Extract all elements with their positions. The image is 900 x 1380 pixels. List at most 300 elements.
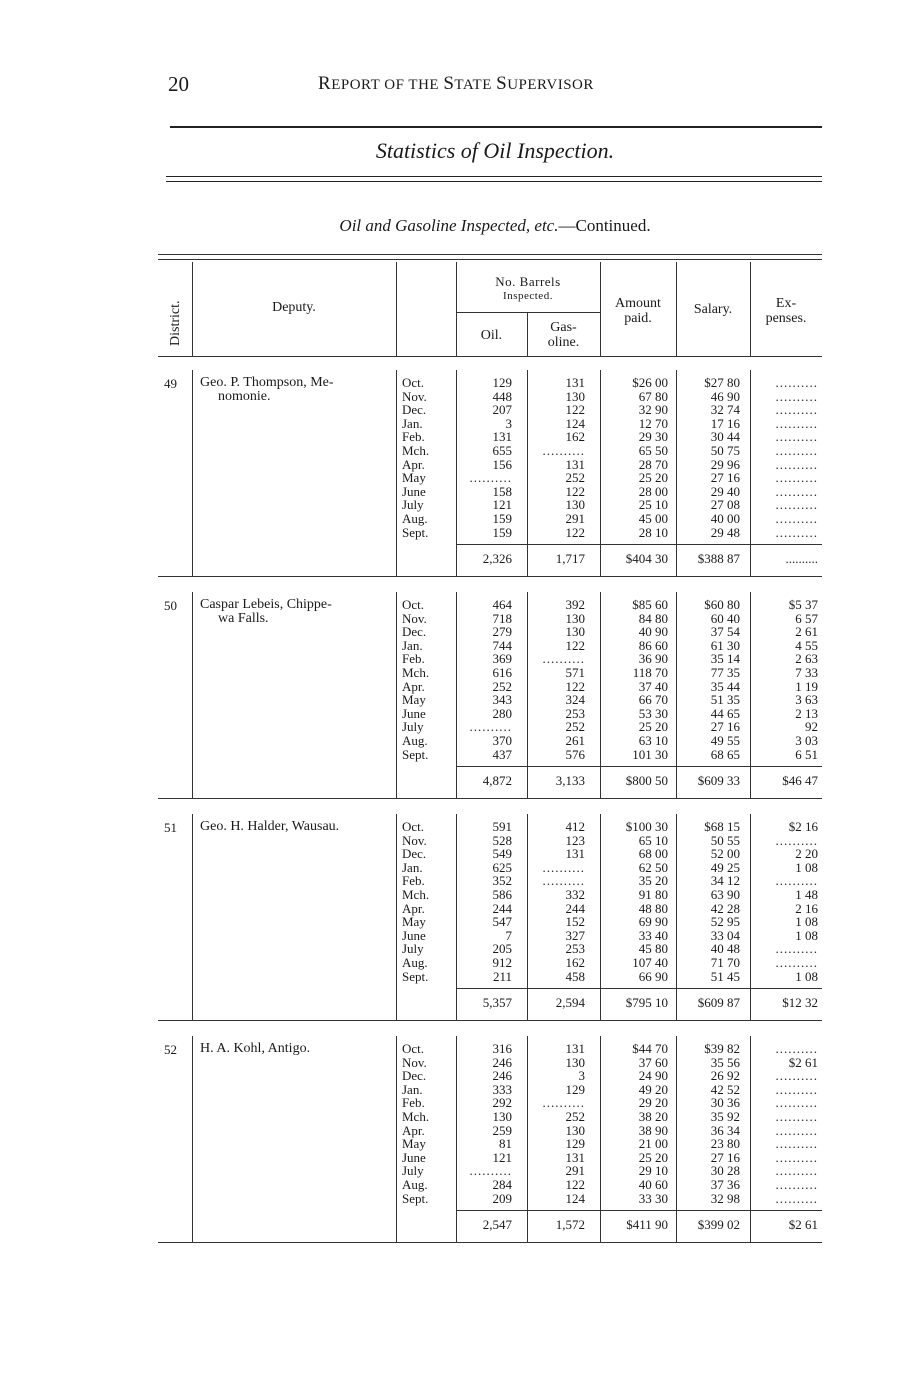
table-cell: 124: [565, 415, 585, 431]
table-cell: 122: [565, 1176, 585, 1192]
table-cell: Dec.: [402, 624, 427, 640]
table-cell: 37 54: [710, 624, 740, 640]
header-district: District.: [168, 300, 183, 346]
table-cell: 30 44: [710, 429, 740, 445]
table-cell: ..........: [542, 859, 585, 875]
total-gasoline: 1,717: [555, 551, 585, 567]
table-cell: 38 20: [638, 1108, 668, 1124]
table-cell: Apr.: [402, 900, 425, 916]
table-cell: 36 34: [710, 1122, 740, 1138]
table-cell: $26 00: [632, 375, 668, 390]
table-cell: 49 20: [638, 1081, 668, 1097]
expenses-column: [752, 820, 818, 983]
table-cell: Nov.: [402, 388, 427, 404]
table-cell: 62 50: [638, 859, 668, 875]
subtitle-plain: —Continued.: [558, 216, 651, 235]
table-cell: 1 08: [795, 859, 818, 875]
table-cell: 101 30: [632, 746, 668, 762]
table-cell: 292: [492, 1095, 512, 1111]
table-cell: 2 16: [795, 900, 818, 916]
district-number: 52: [164, 1042, 177, 1057]
header-rule-bottom: [158, 356, 822, 357]
header-barrels: [456, 274, 600, 304]
amount-column: [602, 598, 668, 761]
table-cell: June: [402, 927, 426, 943]
table-cell: 207: [492, 402, 512, 418]
table-cell: 625: [492, 859, 512, 875]
deputy-name-line1: Geo. H. Halder, Wausau.: [200, 819, 340, 834]
table-cell: 122: [565, 524, 585, 540]
table-cell: ..........: [775, 873, 818, 889]
deputy-name: [200, 376, 392, 404]
total-expenses: $46 47: [782, 773, 818, 789]
table-cell: May: [402, 692, 426, 708]
table-cell: 24 90: [638, 1068, 668, 1084]
salary-column: [678, 1042, 740, 1205]
table-cell: July: [402, 719, 424, 735]
total-amount: $411 90: [626, 1217, 668, 1233]
header-deputy: Deputy.: [272, 300, 316, 315]
table-cell: 252: [565, 719, 585, 735]
table-cell: 53 30: [638, 705, 668, 721]
table-cell: $100 30: [625, 819, 668, 834]
table-cell: 352: [492, 873, 512, 889]
table-cell: 448: [492, 388, 512, 404]
table-cell: Aug.: [402, 732, 428, 748]
double-rule-top: [166, 176, 822, 177]
table-cell: 156: [492, 456, 512, 472]
table-cell: 37 36: [710, 1176, 740, 1192]
table-cell: Mch.: [402, 442, 430, 458]
table-cell: 131: [492, 429, 512, 445]
header-amount-line1: Amount: [615, 296, 661, 311]
salary-column: [678, 376, 740, 539]
table-cell: 69 90: [638, 914, 668, 930]
header-amount-line2: paid.: [624, 311, 652, 326]
table-cell: 29 48: [710, 524, 740, 540]
table-cell: 124: [565, 1190, 585, 1206]
table-cell: 4 55: [795, 637, 818, 653]
table-cell: 129: [565, 1081, 585, 1097]
table-cell: 2 63: [795, 651, 818, 667]
table-cell: 30 28: [710, 1163, 740, 1179]
table-cell: 50 75: [710, 442, 740, 458]
month-column: [402, 1042, 452, 1205]
month-column: [402, 598, 452, 761]
table-cell: 3: [578, 1068, 585, 1084]
table-cell: 261: [565, 732, 585, 748]
total-gasoline: 1,572: [555, 1217, 585, 1233]
table-cell: Jan.: [402, 859, 423, 875]
table-cell: Sept.: [402, 746, 429, 762]
district-number: 50: [164, 598, 177, 613]
table-cell: ..........: [775, 1136, 818, 1152]
district-number: 49: [164, 376, 177, 391]
table-cell: 343: [492, 692, 512, 708]
table-cell: 392: [565, 597, 585, 612]
table-cell: ..........: [775, 1068, 818, 1084]
table-cell: 1 08: [795, 914, 818, 930]
table-cell: 259: [492, 1122, 512, 1138]
header-expenses-line1: Ex-: [775, 296, 797, 311]
table-cell: ..........: [775, 470, 818, 486]
table-cell: 162: [565, 429, 585, 445]
table-cell: 122: [565, 637, 585, 653]
total-amount: $404 30: [625, 551, 668, 567]
table-cell: 586: [492, 886, 512, 902]
table-cell: 547: [492, 914, 512, 930]
table-cell: 1 19: [795, 678, 818, 694]
total-expenses: $2 61: [788, 1217, 818, 1233]
table-cell: 40 60: [638, 1176, 668, 1192]
table-cell: 23 80: [710, 1136, 740, 1152]
table-cell: 3: [505, 415, 512, 431]
table-cell: 32 90: [638, 402, 668, 418]
table-cell: 118 70: [632, 664, 668, 680]
table-cell: 34 12: [710, 873, 740, 889]
table-cell: ..........: [775, 1149, 818, 1165]
oil-column: [458, 598, 512, 761]
table-cell: ..........: [775, 497, 818, 513]
table-cell: 333: [492, 1081, 512, 1097]
table-cell: 130: [492, 1108, 512, 1124]
table-cell: July: [402, 941, 424, 957]
table-cell: 549: [492, 846, 512, 862]
table-cell: 28 10: [638, 524, 668, 540]
table-cell: 26 92: [710, 1068, 740, 1084]
table-cell: ..........: [542, 1095, 585, 1111]
table-cell: 437: [492, 746, 512, 762]
table-cell: 205: [492, 941, 512, 957]
table-cell: 571: [565, 664, 585, 680]
table-cell: 71 70: [710, 954, 740, 970]
table-cell: 576: [565, 746, 585, 762]
running-head-s: S: [443, 73, 455, 94]
table-cell: ..........: [542, 873, 585, 889]
table-cell: 65 50: [638, 442, 668, 458]
table-cell: 29 30: [638, 429, 668, 445]
table-cell: 29 96: [710, 456, 740, 472]
table-cell: 66 90: [638, 968, 668, 984]
table-cell: 252: [565, 1108, 585, 1124]
table-cell: ..........: [469, 470, 512, 486]
table-cell: 33 40: [638, 927, 668, 943]
column-rule: [396, 1036, 397, 1242]
table-cell: 40 48: [710, 941, 740, 957]
subtitle: [0, 216, 900, 236]
table-cell: 2 13: [795, 705, 818, 721]
table-cell: 51 45: [710, 968, 740, 984]
table-cell: June: [402, 1149, 426, 1165]
table-cell: Jan.: [402, 637, 423, 653]
table-cell: ..........: [775, 1041, 818, 1056]
table-cell: 32 98: [710, 1190, 740, 1206]
table-cell: 35 44: [710, 678, 740, 694]
table-cell: Mch.: [402, 664, 430, 680]
total-amount: $795 10: [625, 995, 668, 1011]
table-cell: ..........: [542, 651, 585, 667]
table-cell: 152: [565, 914, 585, 930]
header-expenses-line2: penses.: [765, 311, 807, 326]
table-cell: $68 15: [704, 819, 740, 834]
running-head-r: R: [318, 73, 332, 94]
group-bottom-rule: [158, 1242, 822, 1243]
table-cell: 246: [492, 1054, 512, 1070]
table-cell: 28 70: [638, 456, 668, 472]
table-cell: Sept.: [402, 968, 429, 984]
table-cell: 27 16: [710, 719, 740, 735]
table-cell: 65 10: [638, 832, 668, 848]
running-head-eport: EPORT OF THE: [331, 77, 444, 93]
double-rule-bottom: [166, 181, 822, 182]
amount-column: [602, 1042, 668, 1205]
table-cell: 3 63: [795, 692, 818, 708]
table-cell: 68 65: [710, 746, 740, 762]
table-cell: 42 52: [710, 1081, 740, 1097]
header-gasoline-line1: Gas-: [550, 320, 577, 335]
header-gasoline: [527, 320, 600, 350]
table-cell: ..........: [775, 442, 818, 458]
table-cell: Jan.: [402, 415, 423, 431]
table-cell: Mch.: [402, 886, 430, 902]
header-rule-barrels: [456, 312, 600, 313]
deputy-name-line2: nomonie.: [218, 389, 271, 404]
table-cell: 91 80: [638, 886, 668, 902]
table-cell: 131: [565, 375, 585, 390]
expenses-column: [752, 376, 818, 539]
table-cell: Aug.: [402, 510, 428, 526]
table-cell: $44 70: [632, 1041, 668, 1056]
header-expenses: [750, 296, 822, 326]
table-cell: 35 20: [638, 873, 668, 889]
table-cell: 25 10: [638, 497, 668, 513]
table-cell: ..........: [775, 832, 818, 848]
column-rule: [192, 1036, 193, 1242]
district-group: [158, 814, 822, 1022]
amount-column: [602, 376, 668, 539]
running-head-tate: TATE: [454, 77, 497, 93]
table-cell: 591: [492, 819, 512, 834]
total-gasoline: 2,594: [555, 995, 585, 1011]
table-cell: 458: [565, 968, 585, 984]
table-cell: 121: [492, 1149, 512, 1165]
table-cell: $27 80: [704, 375, 740, 390]
table-cell: 252: [565, 470, 585, 486]
deputy-name-line1: H. A. Kohl, Antigo.: [200, 1041, 311, 1056]
table-cell: 1 08: [795, 927, 818, 943]
table-cell: 332: [565, 886, 585, 902]
amount-column: [602, 820, 668, 983]
district-group: [158, 592, 822, 800]
column-rule: [396, 592, 397, 798]
table-cell: 33 30: [638, 1190, 668, 1206]
table-cell: 35 56: [710, 1054, 740, 1070]
deputy-name: [200, 820, 392, 834]
table-cell: July: [402, 1163, 424, 1179]
table-cell: ..........: [775, 375, 818, 390]
table-cell: 122: [565, 402, 585, 418]
page-number: 20: [168, 72, 189, 96]
header-rule-top-2: [158, 259, 822, 260]
subtitle-italic: Oil and Gasoline Inspected, etc.: [339, 216, 559, 235]
gasoline-column: [529, 1042, 585, 1205]
totals-rule: [456, 988, 822, 989]
salary-column: [678, 820, 740, 983]
oil-column: [458, 820, 512, 983]
table-cell: 1 48: [795, 886, 818, 902]
table-cell: 279: [492, 624, 512, 640]
table-cell: 25 20: [638, 470, 668, 486]
table-cell: ..........: [775, 1081, 818, 1097]
table-cell: 60 40: [710, 610, 740, 626]
deputy-name: [200, 1042, 392, 1056]
table-cell: Jan.: [402, 1081, 423, 1097]
table-cell: 2 61: [795, 624, 818, 640]
table-cell: 253: [565, 705, 585, 721]
table-cell: 107 40: [632, 954, 668, 970]
column-rule: [396, 370, 397, 576]
table-cell: Feb.: [402, 1095, 425, 1111]
top-rule: [170, 126, 822, 128]
total-salary: $609 87: [697, 995, 740, 1011]
table-cell: Feb.: [402, 873, 425, 889]
gasoline-column: [529, 598, 585, 761]
table-cell: 130: [565, 388, 585, 404]
table-cell: 130: [565, 497, 585, 513]
table-cell: June: [402, 705, 426, 721]
table-cell: $2 61: [788, 1054, 818, 1070]
table-cell: 28 00: [638, 483, 668, 499]
table-cell: ..........: [469, 719, 512, 735]
table-cell: 12 70: [638, 415, 668, 431]
total-salary: $399 02: [697, 1217, 740, 1233]
table-cell: 130: [565, 610, 585, 626]
column-rule: [192, 370, 193, 576]
table-cell: 246: [492, 1068, 512, 1084]
table-cell: ..........: [775, 1122, 818, 1138]
total-expenses: $12 32: [782, 995, 818, 1011]
total-expenses: ..........: [785, 551, 818, 567]
table-cell: May: [402, 914, 426, 930]
column-rule: [192, 592, 193, 798]
header-vline-2: [396, 262, 397, 356]
table-cell: 68 00: [638, 846, 668, 862]
table-cell: 291: [565, 510, 585, 526]
table-cell: 244: [565, 900, 585, 916]
header-barrels-line2: Inspected.: [503, 290, 553, 302]
table-cell: 280: [492, 705, 512, 721]
table-cell: 6 57: [795, 610, 818, 626]
table-cell: Sept.: [402, 524, 429, 540]
expenses-column: [752, 598, 818, 761]
header-amount: [600, 296, 676, 326]
table-cell: 29 20: [638, 1095, 668, 1111]
table-cell: 61 30: [710, 637, 740, 653]
table-cell: Oct.: [402, 1041, 425, 1056]
table-cell: 6 51: [795, 746, 818, 762]
table-cell: 51 35: [710, 692, 740, 708]
table-cell: 316: [492, 1041, 512, 1056]
table-cell: 27 16: [710, 470, 740, 486]
table-cell: 37 40: [638, 678, 668, 694]
totals-rule: [456, 1210, 822, 1211]
totals-rule: [456, 544, 822, 545]
deputy-name: [200, 598, 392, 626]
running-head-sup-s: S: [496, 73, 508, 94]
running-head-upervisor: UPERVISOR: [507, 77, 594, 93]
table-cell: Aug.: [402, 1176, 428, 1192]
table-cell: ..........: [542, 442, 585, 458]
table-cell: ..........: [775, 402, 818, 418]
table-cell: ..........: [775, 1163, 818, 1179]
table-cell: Apr.: [402, 678, 425, 694]
table-cell: 44 65: [710, 705, 740, 721]
totals-rule: [456, 766, 822, 767]
table-cell: ..........: [775, 483, 818, 499]
table-cell: 122: [565, 483, 585, 499]
district-number: 51: [164, 820, 177, 835]
table-cell: 2 20: [795, 846, 818, 862]
table-cell: 46 90: [710, 388, 740, 404]
oil-column: [458, 1042, 512, 1205]
total-oil: 2,547: [482, 1217, 512, 1233]
table-cell: 162: [565, 954, 585, 970]
group-bottom-rule: [158, 1020, 822, 1021]
table-cell: 209: [492, 1190, 512, 1206]
table-cell: Feb.: [402, 429, 425, 445]
table-cell: Nov.: [402, 1054, 427, 1070]
table-cell: ..........: [775, 456, 818, 472]
table-cell: 25 20: [638, 1149, 668, 1165]
table-cell: Oct.: [402, 375, 425, 390]
table-cell: 49 55: [710, 732, 740, 748]
table-cell: 29 40: [710, 483, 740, 499]
table-cell: Aug.: [402, 954, 428, 970]
total-gasoline: 3,133: [555, 773, 585, 789]
table-cell: Oct.: [402, 819, 425, 834]
table-cell: $60 80: [704, 597, 740, 612]
expenses-column: [752, 1042, 818, 1205]
column-rule: [192, 814, 193, 1020]
table-cell: ..........: [469, 1163, 512, 1179]
table-cell: $39 82: [704, 1041, 740, 1056]
table-cell: 63 90: [710, 886, 740, 902]
table-cell: 130: [565, 1054, 585, 1070]
section-title: Statistics of Oil Inspection.: [375, 138, 615, 163]
total-salary: $609 33: [697, 773, 740, 789]
table-cell: May: [402, 1136, 426, 1152]
salary-column: [678, 598, 740, 761]
table-cell: Dec.: [402, 846, 427, 862]
table-cell: 130: [565, 1122, 585, 1138]
table-cell: 40 00: [710, 510, 740, 526]
table-cell: 121: [492, 497, 512, 513]
table-cell: $2 16: [788, 819, 818, 834]
column-rule: [396, 814, 397, 1020]
table-cell: ..........: [775, 415, 818, 431]
table-cell: 718: [492, 610, 512, 626]
header-gasoline-line2: oline.: [547, 335, 580, 350]
table-cell: 67 80: [638, 388, 668, 404]
table-cell: 49 25: [710, 859, 740, 875]
table-cell: 37 60: [638, 1054, 668, 1070]
oil-column: [458, 376, 512, 539]
table-cell: 27 16: [710, 1149, 740, 1165]
table-cell: 30 36: [710, 1095, 740, 1111]
table-cell: 25 20: [638, 719, 668, 735]
table-cell: 129: [565, 1136, 585, 1152]
deputy-name-line2: wa Falls.: [218, 611, 269, 626]
